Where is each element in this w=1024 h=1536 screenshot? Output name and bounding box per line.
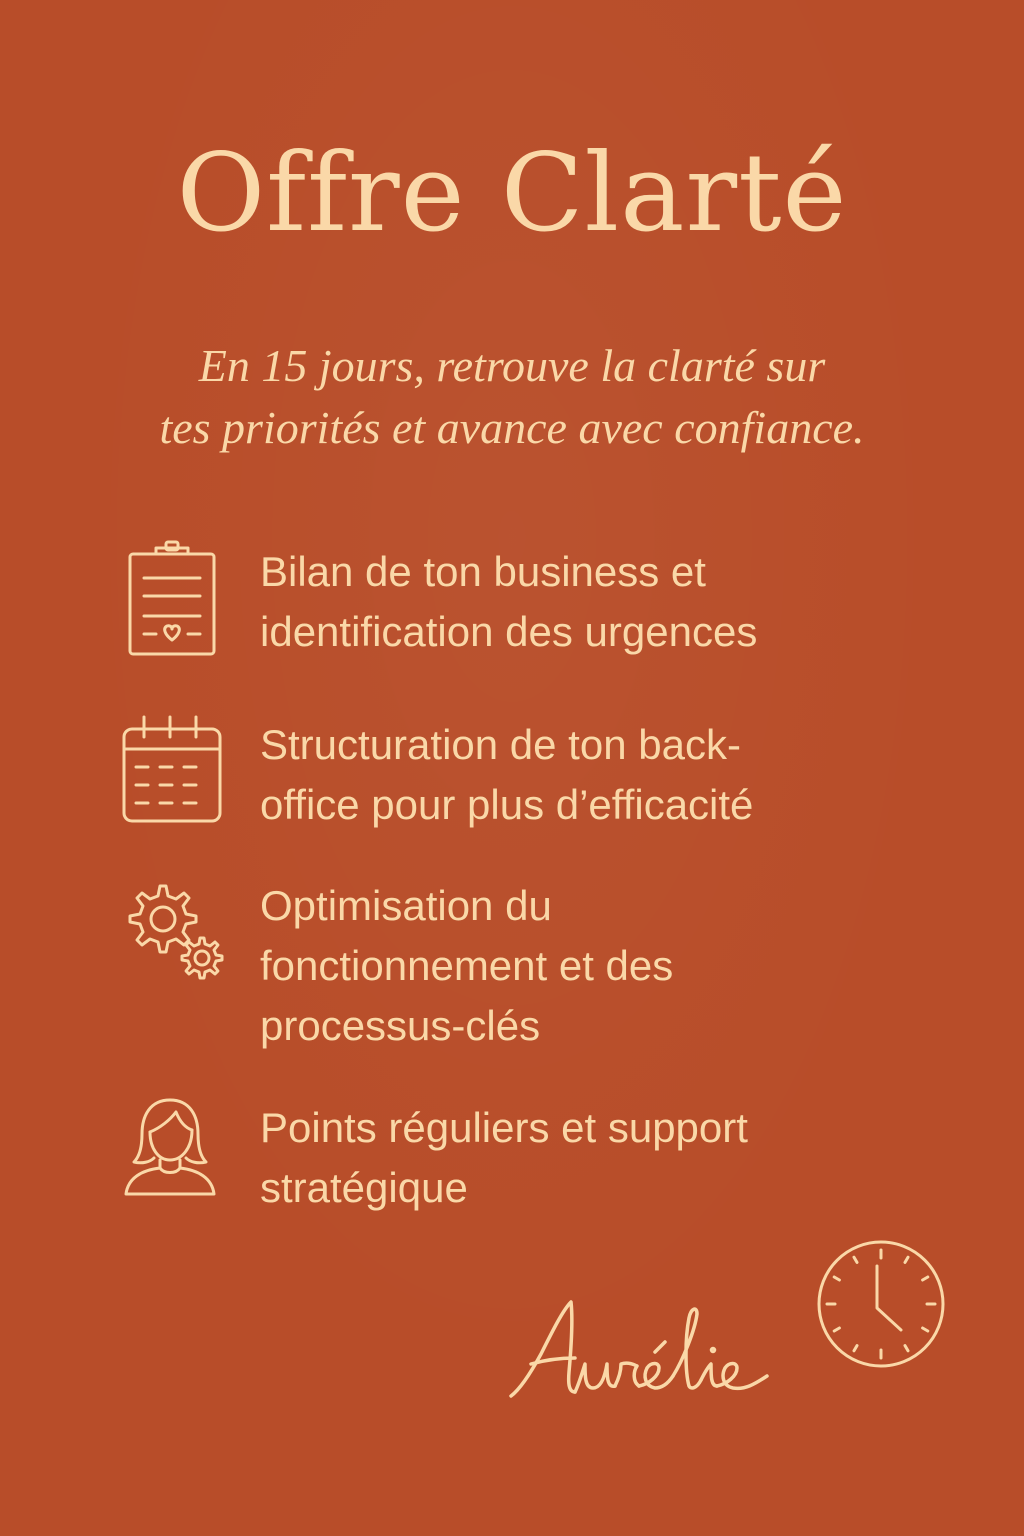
feature-line: Bilan de ton business et [260,548,706,595]
feature-line: stratégique [260,1164,468,1211]
signature [505,1280,815,1420]
calendar-icon [120,715,235,850]
clipboard-heart-icon [120,542,235,677]
gears-icon [120,876,235,1011]
feature-text [260,715,900,835]
page-title: Offre Clarté [176,131,848,256]
feature-text [260,876,900,1056]
clock-icon [815,1238,947,1370]
subtitle-line-1: En 15 jours, retrouve la clarté sur [198,340,826,391]
feature-line: processus-clés [260,1002,541,1049]
feature-line: fonctionnement et des [260,942,674,989]
subtitle-line-2: tes priorités et avance avec confiance. [159,402,865,453]
feature-line: office pour plus d’efficacité [260,781,754,828]
feature-line: Points réguliers et support [260,1104,748,1151]
person-icon [120,1098,235,1233]
feature-text [260,542,900,662]
feature-line: identification des urgences [260,608,758,655]
feature-text [260,1098,900,1218]
feature-line: Optimisation du [260,882,552,929]
feature-line: Structuration de ton back- [260,721,741,768]
